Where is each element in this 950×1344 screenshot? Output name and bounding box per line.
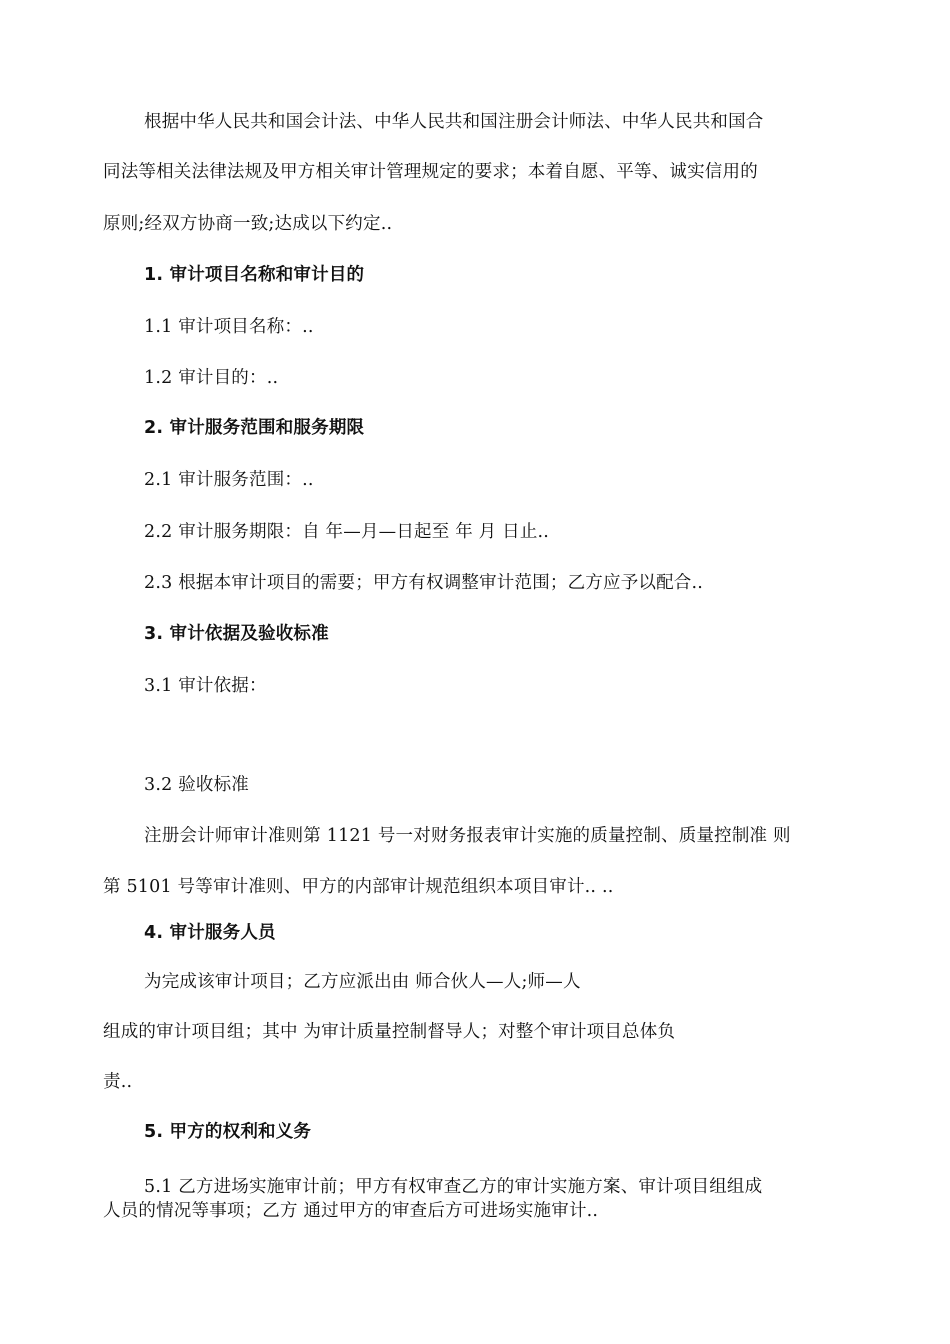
intro-line-1: 根据中华人民共和国会计法、中华人民共和国注册会计师法、中华人民共和国合 xyxy=(144,112,764,132)
section-3-item-2: 3.2 验收标准 xyxy=(144,775,249,795)
section-3-paragraph-line-1: 注册会计师审计准则第 1121 号一对财务报表审计实施的质量控制、质量控制准 则 xyxy=(144,826,791,846)
section-4-line-2: 组成的审计项目组；其中 为审计质量控制督导人；对整个审计项目总体负 xyxy=(103,1022,676,1042)
section-4-line-1: 为完成该审计项目；乙方应派出由 师合伙人—人;师—人 xyxy=(144,972,581,992)
section-5-heading: 5. 甲方的权利和义务 xyxy=(144,1122,312,1142)
section-4-heading: 4. 审计服务人员 xyxy=(144,923,276,943)
section-1-item-1: 1.1 审计项目名称：.. xyxy=(144,317,314,337)
section-1-heading: 1. 审计项目名称和审计目的 xyxy=(144,265,365,285)
section-3-heading: 3. 审计依据及验收标准 xyxy=(144,624,329,644)
section-3-item-1: 3.1 审计依据： xyxy=(144,676,267,696)
section-1-item-2: 1.2 审计目的：.. xyxy=(144,368,279,388)
intro-line-2: 同法等相关法律法规及甲方相关审计管理规定的要求；本着自愿、平等、诚实信用的 xyxy=(103,162,758,182)
section-2-heading: 2. 审计服务范围和服务期限 xyxy=(144,418,365,438)
section-5-line-2: 人员的情况等事项；乙方 通过甲方的审查后方可进场实施审计.. xyxy=(103,1201,599,1221)
section-2-item-1: 2.1 审计服务范围：.. xyxy=(144,470,314,490)
section-4-line-3: 责.. xyxy=(103,1072,133,1092)
section-2-item-2: 2.2 审计服务期限：自 年—月—日起至 年 月 日止.. xyxy=(144,522,550,542)
intro-line-3: 原则;经双方协商一致;达成以下约定.. xyxy=(103,214,393,234)
section-2-item-3: 2.3 根据本审计项目的需要；甲方有权调整审计范围；乙方应予以配合.. xyxy=(144,573,704,593)
section-5-line-1: 5.1 乙方进场实施审计前；甲方有权审查乙方的审计实施方案、审计项目组组成 xyxy=(144,1177,763,1197)
section-3-paragraph-line-2: 第 5101 号等审计准则、甲方的内部审计规范组织本项目审计.. .. xyxy=(103,877,614,897)
